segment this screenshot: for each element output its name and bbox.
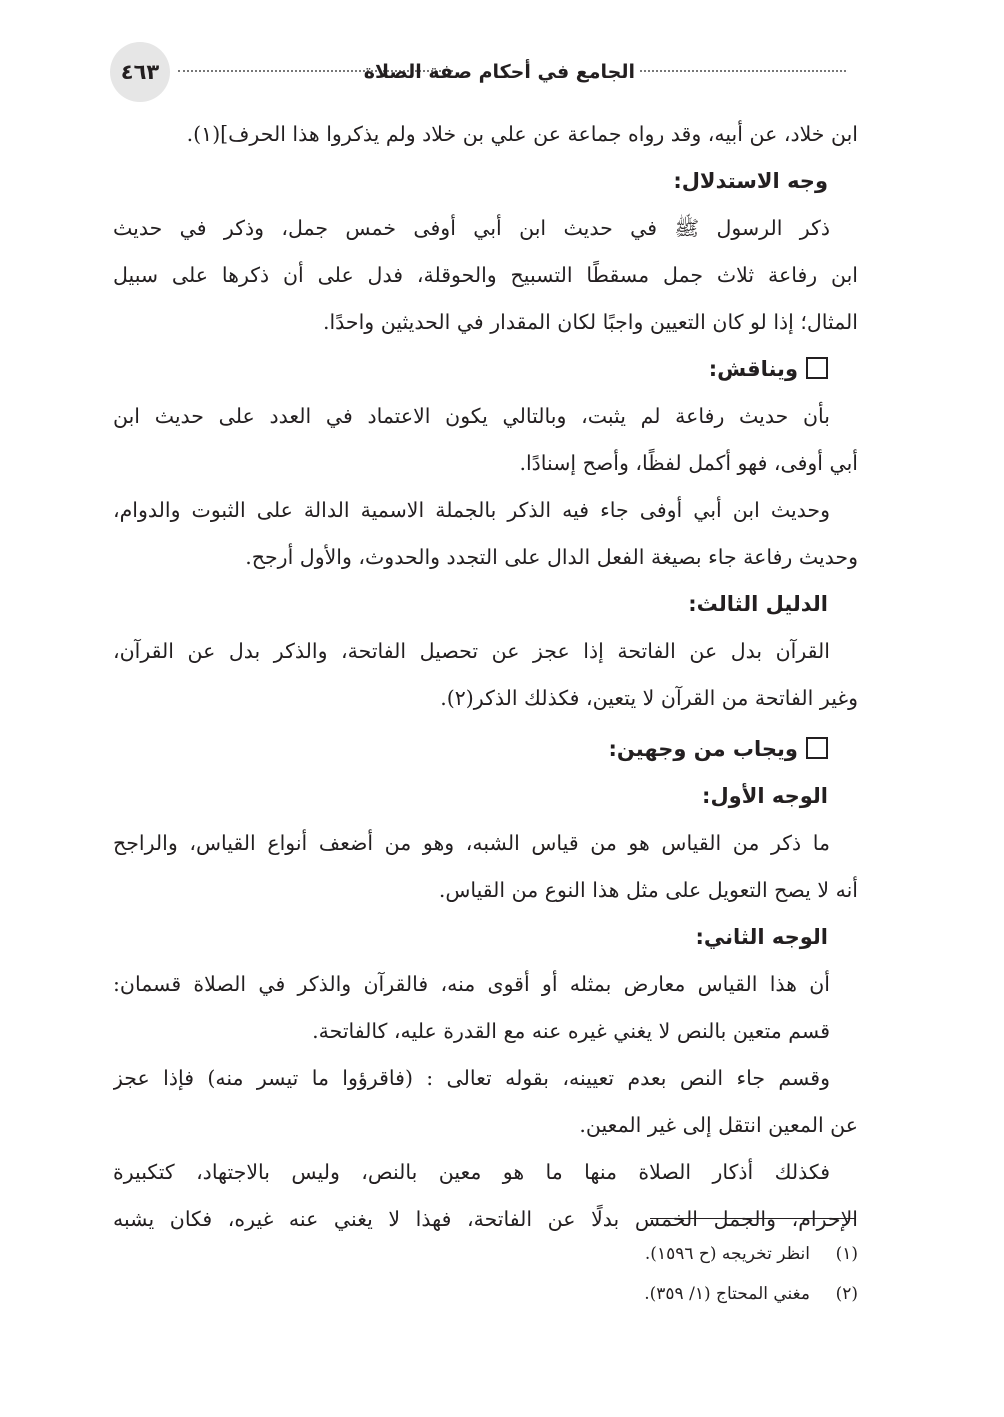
header-dotted-rule-right [640,70,846,72]
heading-label: ويناقش: [708,357,798,381]
text-line: وغير الفاتحة من القرآن لا يتعين، فكذلك الذكر(٢). [440,686,858,710]
text-line: المثال؛ إذا لو كان التعيين واجبًا لكان المقدار في الحديثين واحدًا. [322,310,858,334]
page-header [110,42,846,104]
heading-label: ويجاب من وجهين: [608,737,798,761]
heading-evidence-aspect: وجه الاستدلال: [673,169,828,193]
footnote-number: (١) [835,1244,858,1264]
footnotes [113,1234,858,1314]
text-line: ابن رفاعة ثلاث جمل مسقطًا التسبيح والحوقلة، فدل على أن ذكرها على سبيل [113,263,858,287]
main-text [113,111,858,1243]
footnote-text: مغني المحتاج (١/ ٣٥٩). [644,1284,810,1304]
page-number: ٤٦٣ [110,42,170,102]
text-line: وحديث ابن أبي أوفى جاء فيه الذكر بالجملة الاسمية الدالة على الثبوت والدوام، [113,498,830,522]
text-line: عن المعين انتقل إلى غير المعين. [579,1113,858,1137]
footnote-text: انظر تخريجه (ح ١٥٩٦). [644,1244,810,1264]
heading-third-evidence: الدليل الثالث: [688,592,828,616]
text-line: فكذلك أذكار الصلاة منها ما هو معين بالنص، وليس بالاجتهاد، كتكبيرة [113,1160,830,1184]
text-line: بأن حديث رفاعة لم يثبت، وبالتالي يكون الاعتماد في العدد على حديث ابن [113,404,830,428]
text-line: ما ذكر من القياس هو من قياس الشبه، وهو من أضعف أنواع القياس، والراجح [113,831,830,855]
heading-discussion [113,346,858,393]
footnote-number: (٢) [835,1284,858,1304]
text-line: أبي أوفى، فهو أكمل لفظًا، وأصح إسنادًا. [519,451,858,475]
text-line: الإحرام، والجمل الخمس بدلًا عن الفاتحة، فهذا لا يغني عنه غيره، فكان يشبه [113,1207,858,1231]
heading-answered-two-ways [113,726,858,773]
running-title: الجامع في أحكام صفة الصلاة [363,61,635,83]
checkbox-square-icon [806,357,828,379]
text-line: ابن خلاد، عن أبيه، وقد رواه جماعة عن علي بن خلاد ولم يذكروا هذا الحرف](١). [186,122,858,146]
footnote-item [113,1274,858,1314]
heading-first-aspect: الوجه الأول: [702,784,828,808]
text-line: وحديث رفاعة جاء بصيغة الفعل الدال على التجدد والحدوث، والأول أرجح. [245,545,858,569]
checkbox-square-icon [806,737,828,759]
text-line: أنه لا يصح التعويل على مثل هذا النوع من القياس. [438,878,858,902]
text-line: وقسم جاء النص بعدم تعيينه، بقوله تعالى : (فاقرؤوا ما تيسر منه) فإذا عجز [113,1066,830,1090]
text-line: قسم متعين بالنص لا يغني غيره عنه مع القدرة عليه، كالفاتحة. [312,1019,830,1043]
heading-second-aspect: الوجه الثاني: [695,925,828,949]
text-line: ذكر الرسول ﷺ في حديث ابن أبي أوفى خمس جمل، وذكر في حديث [113,216,830,240]
footnote-separator [650,1218,856,1219]
footnote-item [113,1234,858,1274]
text-line: أن هذا القياس معارض بمثله أو أقوى منه، فالقرآن والذكر في الصلاة قسمان: [113,972,830,996]
text-line: القرآن بدل عن الفاتحة إذا عجز عن تحصيل الفاتحة، والذكر بدل عن القرآن، [113,639,830,663]
